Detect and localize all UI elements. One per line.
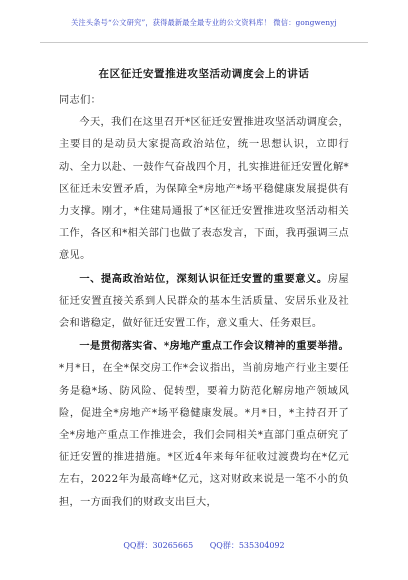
point-1-text: *月*日，在全*保交房工作*会议指出，当前房地产行业主要任务是稳*场、防风险、促转型，要着力防范化解房地产领域风险，促进全*房地产*场平稳健康发展。*月*日，*主持召开了全*房地产重点工作推进会，我们会同相关*直部门重点研究了征迁安置的推进措施。*区近4年来每年征收过渡费均在*亿元左右，2022年为最高峰*亿元，这对财政来说是一笔不小的负担，一方面我们的财政支出巨大，: [59, 363, 349, 508]
section-1-text: 房屋征迁安置直接关系到人民群众的基本生活质量、安居乐业及社会和谐稳定，做好征迁安置工作，意义重大、任务艰巨。: [59, 273, 349, 330]
footer-qq-group-1: QQ群：30265665: [123, 541, 194, 550]
salutation: 同志们：: [59, 95, 102, 106]
footer-contacts: [0, 540, 408, 551]
section-1-heading: 一、提高政治站位，深刻认识征迁安置的重要意义。: [79, 272, 328, 285]
footer-qq-group-2: QQ群：535304092: [209, 541, 285, 550]
header-divider: [40, 42, 368, 43]
header-banner: 关注头条号“公文研究”，获得最新最全最专业的公文资料库！ 微信：gongwenyj: [71, 18, 337, 27]
opening-paragraph: 今天，我们在这里召开*区征迁安置推进攻坚活动调度会，主要目的是动员大家提高政治站位，统一思想认识，立即行动、全力以赴、一鼓作气奋战四个月，扎实推进征迁安置化解*区征迁未安置矛盾，为保障全*房地产*场平稳健康发展提供有力支撑。刚才，*住建局通报了*区征迁安置推进攻坚活动相关工作，各区和*相关部门也做了表态发言，下面，我再强调三点意见。: [59, 117, 349, 262]
document-title: 在区征迁安置推进攻坚活动调度会上的讲话: [98, 68, 310, 80]
section-1-paragraph: [59, 268, 349, 336]
document-body: [59, 90, 349, 514]
point-1-heading: 一是贯彻落实省、*房地产重点工作会议精神的重要举措。: [79, 340, 349, 353]
point-1-paragraph: [59, 335, 349, 514]
